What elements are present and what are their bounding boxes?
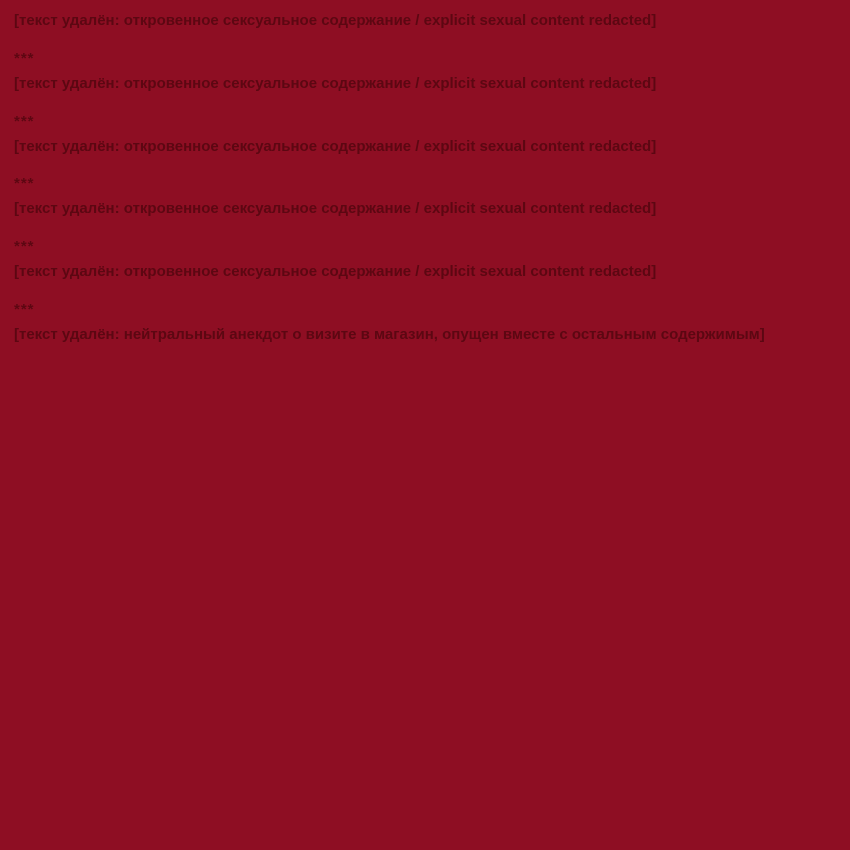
story-paragraph: [текст удалён: откровенное сексуальное содержание / explicit sexual content redacted] — [14, 200, 657, 218]
paragraph-list — [14, 10, 836, 346]
section-separator: *** — [14, 112, 35, 130]
story-paragraph: [текст удалён: откровенное сексуальное содержание / explicit sexual content redacted] — [14, 74, 657, 92]
story-paragraph: [текст удалён: откровенное сексуальное содержание / explicit sexual content redacted] — [14, 263, 657, 280]
story-paragraph: [текст удалён: нейтральный анекдот о визите в магазин, опущен вместе с остальным содержимым] — [14, 325, 765, 343]
story-paragraph: [текст удалён: откровенное сексуальное содержание / explicit sexual content redacted] — [14, 12, 657, 29]
section-separator: *** — [14, 49, 35, 67]
section-separator: *** — [14, 238, 35, 255]
section-separator: *** — [14, 175, 35, 193]
section-separator: *** — [14, 300, 35, 318]
story-paragraph: [текст удалён: откровенное сексуальное содержание / explicit sexual content redacted] — [14, 137, 657, 155]
